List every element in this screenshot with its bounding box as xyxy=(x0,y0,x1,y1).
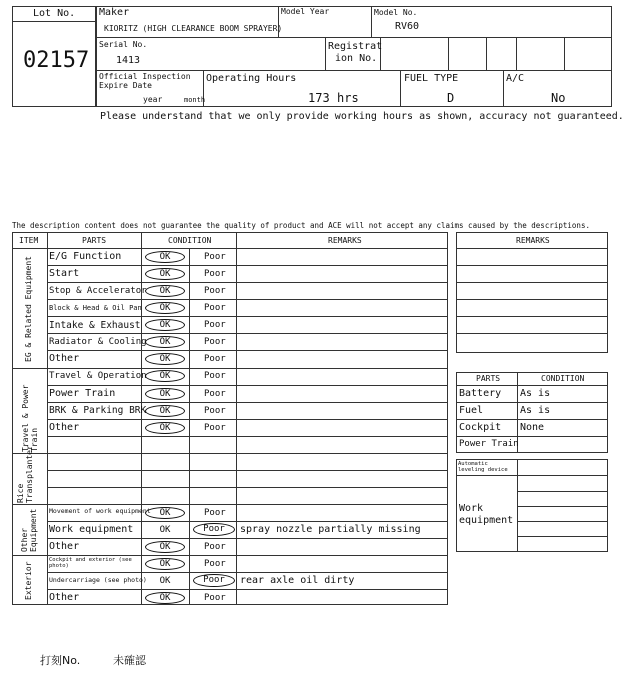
row-remark: spray nozzle partially missing xyxy=(240,524,421,535)
col-condition-header: CONDITION xyxy=(168,236,212,245)
row-part: Intake & Exhaust xyxy=(49,320,141,331)
condition-poor: Poor xyxy=(204,269,226,279)
condition-poor: Poor xyxy=(204,320,226,330)
row-part: Movement of work equipment xyxy=(49,507,151,515)
row-remark: rear axle oil dirty xyxy=(240,575,355,586)
disclaimer-text: The description content does not guarantee the quality of product and ACE will not accept any claims caused by the descriptions. xyxy=(12,221,590,230)
side-condition-header: CONDITION xyxy=(541,374,585,383)
registration-label-line1: Registrat xyxy=(328,41,383,52)
year-label: year xyxy=(143,95,163,104)
lot-no-value: 02157 xyxy=(23,48,90,73)
condition-poor: Poor xyxy=(204,593,226,603)
section-rice-transplanter: Rice Transplanter xyxy=(16,445,34,503)
condition-ok-circled: OK xyxy=(145,388,185,400)
operating-hours-unit: hrs xyxy=(337,91,359,105)
side-part: Cockpit xyxy=(459,422,502,433)
section-other-equipment: Other Equipment xyxy=(20,508,38,552)
col-remarks-header: REMARKS xyxy=(328,236,362,245)
condition-ok-circled: OK xyxy=(145,251,185,263)
condition-poor-circled: Poor xyxy=(193,574,235,587)
side-condition: As is xyxy=(520,388,551,399)
condition-poor: Poor xyxy=(204,542,226,552)
row-part: Block & Head & Oil Pan xyxy=(49,304,142,312)
row-part: E/G Function xyxy=(49,251,122,262)
side-condition: None xyxy=(520,422,545,433)
row-part: Other xyxy=(49,422,80,433)
registration-label-line2: ion No. xyxy=(335,53,378,64)
condition-ok-circled: OK xyxy=(145,370,185,382)
condition-ok-circled: OK xyxy=(145,558,185,570)
row-part: Other xyxy=(49,541,80,552)
condition-ok-circled: OK xyxy=(145,592,185,604)
stamp-no-value: 未確認 xyxy=(113,654,146,667)
work-equipment-label: Work equipment xyxy=(459,503,514,526)
condition-ok: OK xyxy=(159,576,171,586)
auto-leveling-label: Automatic leveling device xyxy=(458,461,508,474)
side-part: Battery xyxy=(459,388,502,399)
condition-poor: Poor xyxy=(204,337,226,347)
row-part: Work equipment xyxy=(49,524,134,535)
col-item-header: ITEM xyxy=(19,236,39,245)
row-part: Radiator & Cooling xyxy=(49,337,147,347)
fuel-type-label: FUEL TYPE xyxy=(404,73,459,84)
row-part: Stop & Accelerator xyxy=(49,286,147,296)
side-remarks-header: REMARKS xyxy=(516,236,550,245)
condition-poor: Poor xyxy=(204,559,226,569)
condition-ok-circled: OK xyxy=(145,336,185,348)
row-part: Other xyxy=(49,353,80,364)
inspection-label-line2: Expire Date xyxy=(99,81,152,90)
condition-ok-circled: OK xyxy=(145,422,185,434)
condition-ok-circled: OK xyxy=(145,268,185,280)
condition-poor: Poor xyxy=(204,371,226,381)
maker-value: KIORITZ (HIGH CLEARANCE BOOM SPRAYER) xyxy=(104,24,283,33)
condition-ok: OK xyxy=(159,525,171,535)
condition-ok-circled: OK xyxy=(145,319,185,331)
condition-poor: Poor xyxy=(204,252,226,262)
model-year-label: Model Year xyxy=(281,7,330,16)
row-part: Undercarriage (see photo) xyxy=(49,576,147,584)
model-no-label: Model No. xyxy=(374,8,418,17)
condition-poor: Poor xyxy=(204,508,226,518)
serial-label: Serial No. xyxy=(99,40,148,49)
side-part: Fuel xyxy=(459,405,484,416)
condition-ok-circled: OK xyxy=(145,507,185,519)
section-exterior: Exterior xyxy=(24,561,33,600)
model-no-value: RV60 xyxy=(395,21,420,32)
condition-ok-circled: OK xyxy=(145,285,185,297)
row-part: Start xyxy=(49,268,80,279)
row-part: Travel & Operation xyxy=(49,371,147,381)
serial-value: 1413 xyxy=(116,55,141,66)
side-parts-header: PARTS xyxy=(476,374,501,383)
month-label: month xyxy=(184,96,206,104)
condition-poor: Poor xyxy=(204,389,226,399)
col-parts-header: PARTS xyxy=(82,236,107,245)
lot-no-label: Lot No. xyxy=(33,8,76,19)
ac-label: A/C xyxy=(506,73,525,84)
condition-ok-circled: OK xyxy=(145,302,185,314)
condition-ok-circled: OK xyxy=(145,541,185,553)
fuel-type-value: D xyxy=(447,91,455,105)
ac-value: No xyxy=(551,91,566,105)
condition-poor: Poor xyxy=(204,423,226,433)
row-part: Cockpit and exterior (see photo) xyxy=(49,557,132,570)
condition-poor: Poor xyxy=(204,286,226,296)
condition-ok-circled: OK xyxy=(145,405,185,417)
maker-label: Maker xyxy=(99,7,130,18)
row-part: Other xyxy=(49,592,80,603)
row-part: BRK & Parking BRK xyxy=(49,405,147,416)
side-part: Power Train xyxy=(459,439,519,449)
section-eg-related: EG & Related Equipment xyxy=(24,256,33,362)
condition-poor: Poor xyxy=(204,406,226,416)
side-condition: As is xyxy=(520,405,551,416)
condition-poor: Poor xyxy=(204,354,226,364)
operating-hours-value: 173 xyxy=(308,91,330,105)
operating-hours-label: Operating Hours xyxy=(206,73,297,84)
section-travel-power: Travel & Power Train xyxy=(21,384,39,452)
inspection-label-line1: Official Inspection xyxy=(99,72,191,81)
hours-note: Please understand that we only provide working hours as shown, accuracy not guaranteed. xyxy=(100,111,624,122)
row-part: Power Train xyxy=(49,388,116,399)
condition-poor-circled: Poor xyxy=(193,523,235,536)
condition-ok-circled: OK xyxy=(145,353,185,365)
stamp-no-label: 打刻No. xyxy=(40,654,81,667)
condition-poor: Poor xyxy=(204,303,226,313)
